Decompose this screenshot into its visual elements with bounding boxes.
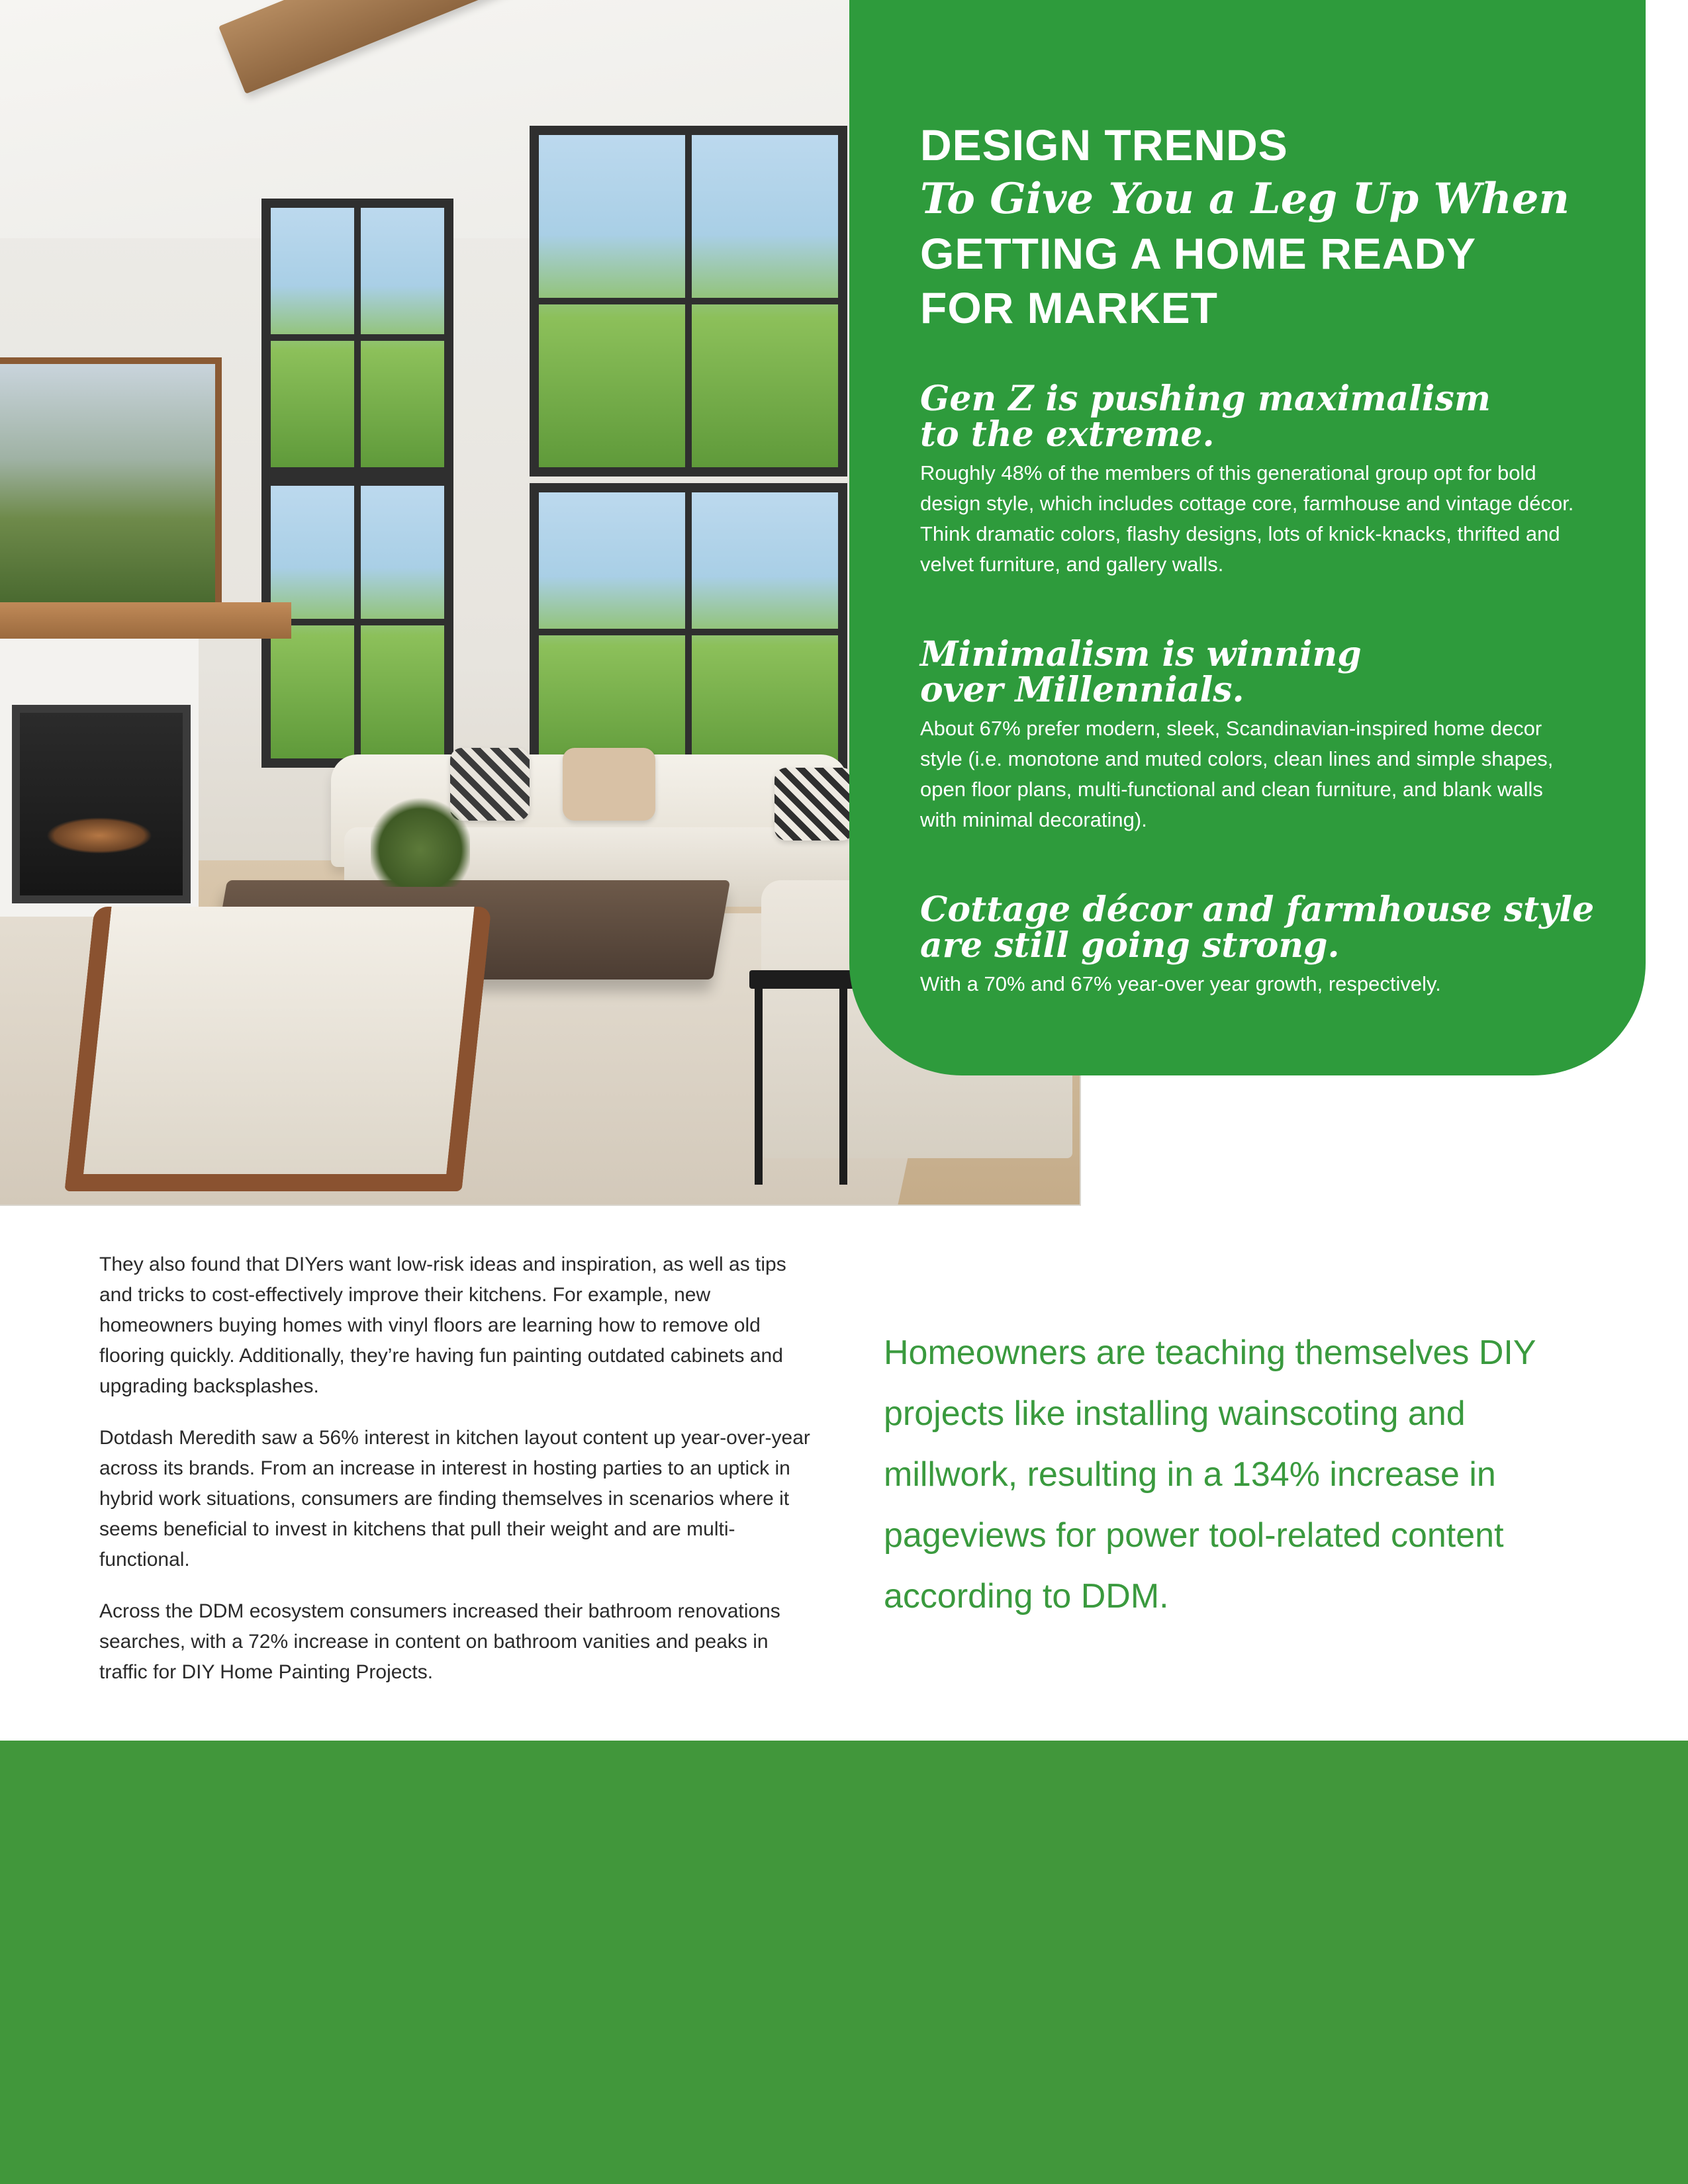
trend-title-line-1: Minimalism is winning bbox=[920, 634, 1362, 674]
black-stool bbox=[755, 979, 847, 1185]
patterned-pillow bbox=[774, 768, 854, 841]
window-upper-left bbox=[261, 199, 453, 477]
trend-title-line-2: over Millennials. bbox=[920, 670, 1244, 710]
trend-millennials bbox=[920, 634, 1619, 835]
design-trends-panel bbox=[849, 0, 1646, 1075]
body-paragraph-2: Dotdash Meredith saw a 56% interest in kitchen layout content up year-over-year across its brands. From an increase in interest in hosting parties to an uptick in hybrid work situations, consumers are finding themselves in scenarios where it seems beneficial to invest in kitchens that pull their weight and are multi-functional. bbox=[99, 1427, 810, 1570]
armchair-left bbox=[64, 907, 491, 1191]
trend-body: Roughly 48% of the members of this generational group opt for bold design style, which includes cottage core, farmhouse and vintage décor. Think dramatic colors, flashy designs, lots of knick-knacks, thrifted and velvet furniture, and gallery walls. bbox=[920, 461, 1574, 576]
trend-title-line-2: are still going strong. bbox=[920, 925, 1340, 966]
fireplace bbox=[12, 705, 191, 903]
landscape-artwork bbox=[0, 357, 222, 609]
beige-pillow bbox=[563, 748, 655, 821]
trend-title-line-1: Cottage décor and farmhouse style bbox=[920, 889, 1595, 930]
body-paragraph-1: They also found that DIYers want low-risk ideas and inspiration, as well as tips and tricks to cost-effectively improve their kitchens. For example, new homeowners buying homes with vinyl floors are learning how to remove old flooring quickly. Additionally, they’re having fun painting outdated cabinets and upgrading backsplashes. bbox=[99, 1253, 786, 1397]
pull-quote: Homeowners are teaching themselves DIY projects like installing wainscoting and millwork, resulting in a 134% increase in pageviews for power tool-related content according to DDM. bbox=[884, 1334, 1536, 1615]
footer-green-band bbox=[0, 1741, 1688, 2184]
trend-title bbox=[920, 889, 1619, 966]
body-copy bbox=[99, 1250, 814, 1709]
window-upper-right bbox=[530, 126, 847, 477]
trend-title bbox=[920, 634, 1619, 710]
body-paragraph-3: Across the DDM ecosystem consumers increased their bathroom renovations searches, with a 72% increase in content on bathroom vanities and peaks in traffic for DIY Home Painting Projects. bbox=[99, 1600, 780, 1683]
trend-cottage-farmhouse bbox=[920, 889, 1619, 999]
trend-body: About 67% prefer modern, sleek, Scandinavian-inspired home decor style (i.e. monotone and muted colors, clean lines and simple shapes, open floor plans, multi-functional and clean furniture, and blank walls with minimal decorating). bbox=[920, 717, 1554, 831]
fireplace-mantel bbox=[0, 602, 291, 639]
headline-line-2: To Give You a Leg Up When bbox=[920, 174, 1570, 224]
design-trends-headline bbox=[920, 118, 1619, 335]
headline-line-3: GETTING A HOME READY bbox=[920, 229, 1477, 278]
window-lower-right bbox=[530, 483, 847, 781]
trend-title-line-2: to the extreme. bbox=[920, 414, 1215, 455]
table-plant bbox=[371, 794, 470, 887]
fireplace-logs bbox=[46, 817, 152, 854]
headline-line-1: DESIGN TRENDS bbox=[920, 120, 1288, 169]
trend-title-line-1: Gen Z is pushing maximalism bbox=[920, 379, 1491, 419]
trend-body: With a 70% and 67% year-over year growth, respectively. bbox=[920, 972, 1441, 995]
trend-title bbox=[920, 381, 1619, 453]
trend-gen-z bbox=[920, 381, 1619, 580]
headline-line-4: FOR MARKET bbox=[920, 283, 1218, 332]
